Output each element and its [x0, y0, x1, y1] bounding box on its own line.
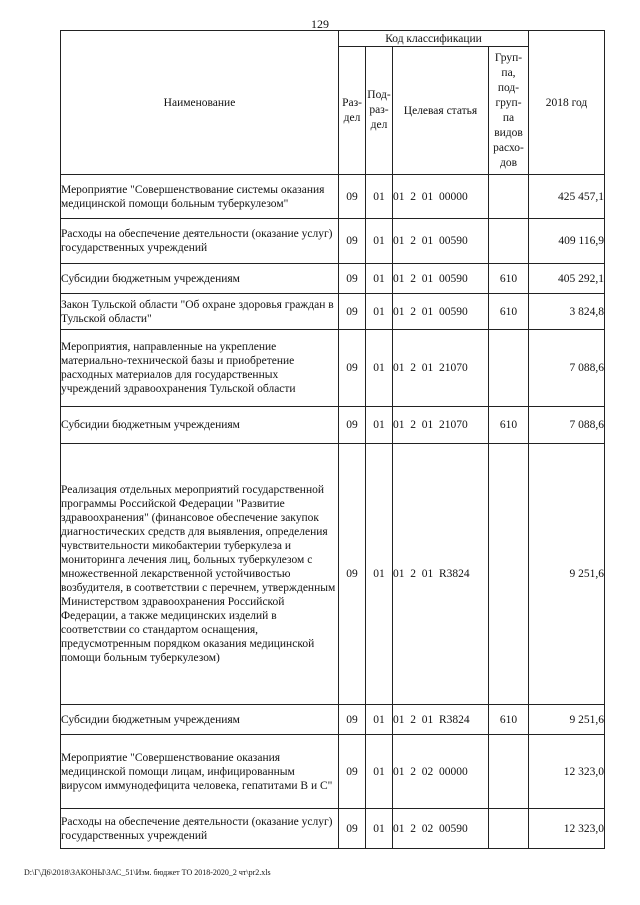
table-row — [61, 294, 605, 330]
row-group — [489, 219, 529, 264]
table-row — [61, 175, 605, 219]
row-razdel: 09 — [339, 705, 366, 735]
row-name: Закон Тульской области "Об охране здоровья граждан в Тульской области" — [61, 294, 339, 330]
row-group — [489, 330, 529, 407]
row-name: Субсидии бюджетным учреждениям — [61, 705, 339, 735]
row-name: Расходы на обеспечение деятельности (оказание услуг) государственных учреждений — [61, 809, 339, 849]
row-amount: 12 323,0 — [529, 809, 605, 849]
row-podrazdel: 01 — [366, 809, 393, 849]
table-row — [61, 330, 605, 407]
row-name: Мероприятие "Совершенствование системы оказания медицинской помощи больным туберкулезом" — [61, 175, 339, 219]
table-row — [61, 735, 605, 809]
row-target: 01 2 01 00000 — [393, 175, 489, 219]
row-razdel: 09 — [339, 294, 366, 330]
row-target: 01 2 01 R3824 — [393, 705, 489, 735]
row-podrazdel: 01 — [366, 175, 393, 219]
header-target: Целевая статья — [393, 47, 489, 175]
row-group: 610 — [489, 407, 529, 444]
header-podrazdel — [366, 47, 393, 175]
row-razdel: 09 — [339, 330, 366, 407]
table-row — [61, 219, 605, 264]
row-razdel: 09 — [339, 735, 366, 809]
row-amount: 425 457,1 — [529, 175, 605, 219]
table-row — [61, 705, 605, 735]
header-year: 2018 год — [529, 31, 605, 175]
table-row — [61, 809, 605, 849]
table-row — [61, 264, 605, 294]
header-group-line: расхо- — [493, 141, 524, 154]
row-name: Расходы на обеспечение деятельности (оказание услуг) государственных учреждений — [61, 219, 339, 264]
row-razdel: 09 — [339, 444, 366, 705]
row-name: Субсидии бюджетным учреждениям — [61, 264, 339, 294]
table-row — [61, 407, 605, 444]
header-group-line: видов — [494, 126, 523, 139]
header-razdel — [339, 47, 366, 175]
header-code: Код классификации — [339, 31, 529, 47]
row-group — [489, 809, 529, 849]
table-header — [61, 31, 605, 175]
row-amount: 9 251,6 — [529, 444, 605, 705]
row-podrazdel: 01 — [366, 407, 393, 444]
row-razdel: 09 — [339, 219, 366, 264]
file-path-footer: D:\Г\Д6\2018\ЗАКОНЫ\ЗАС_51\Изм. бюджет ТО 2018-2020_2 чт\pr2.xls — [24, 868, 271, 877]
header-group — [489, 47, 529, 175]
header-group-line: па, — [501, 66, 516, 79]
header-group-line: под- — [497, 81, 520, 94]
row-target: 01 2 02 00000 — [393, 735, 489, 809]
row-target: 01 2 01 00590 — [393, 219, 489, 264]
row-group — [489, 175, 529, 219]
row-target: 01 2 01 21070 — [393, 407, 489, 444]
header-group-line: па — [502, 111, 515, 124]
header-group-line: груп- — [495, 96, 522, 109]
row-podrazdel: 01 — [366, 264, 393, 294]
row-podrazdel: 01 — [366, 735, 393, 809]
row-razdel: 09 — [339, 175, 366, 219]
row-group: 610 — [489, 705, 529, 735]
row-name: Мероприятия, направленные на укрепление материально-технической базы и приобретение расходных материалов для государственных учреждений здравоохранения Тульской области — [61, 330, 339, 407]
row-amount: 9 251,6 — [529, 705, 605, 735]
header-name: Наименование — [61, 31, 339, 175]
row-target: 01 2 02 00590 — [393, 809, 489, 849]
row-amount: 405 292,1 — [529, 264, 605, 294]
row-name: Мероприятие "Совершенствование оказания медицинской помощи лицам, инфицированным вирусом иммунодефицита человека, гепатитами В и С" — [61, 735, 339, 809]
row-group: 610 — [489, 294, 529, 330]
row-name: Субсидии бюджетным учреждениям — [61, 407, 339, 444]
row-podrazdel: 01 — [366, 294, 393, 330]
page-number: 129 — [311, 17, 329, 31]
row-name: Реализация отдельных мероприятий государственной программы Российской Федерации "Развитие здравоохранения" (финансовое обеспечение закупок диагностических средств для выявления, определения чувствительности микобактерии туберкулеза и мониторинга лечения лиц, больных туберкулезом с множественной лекарственной устойчивостью возбудителя, в соответствии с перечнем, утвержденным Министерством здравоохранения Российской Федерации, а также медицинских изделий в соответствии со стандартом оснащения, предусмотренным порядком оказания медицинской помощи больным туберкулезом) — [61, 444, 339, 705]
row-target: 01 2 01 00590 — [393, 264, 489, 294]
row-group — [489, 735, 529, 809]
row-razdel: 09 — [339, 809, 366, 849]
header-podrazdel-line: дел — [370, 119, 388, 131]
row-amount: 7 088,6 — [529, 330, 605, 407]
row-podrazdel: 01 — [366, 705, 393, 735]
row-target: 01 2 01 21070 — [393, 330, 489, 407]
table-body — [61, 175, 605, 849]
row-amount: 12 323,0 — [529, 735, 605, 809]
row-podrazdel: 01 — [366, 444, 393, 705]
row-amount: 3 824,8 — [529, 294, 605, 330]
row-target: 01 2 01 00590 — [393, 294, 489, 330]
header-group-line: Груп- — [494, 51, 523, 64]
header-razdel-line: дел — [343, 111, 361, 124]
header-group-line: дов — [499, 156, 518, 169]
header-podrazdel-line: раз- — [369, 104, 389, 116]
row-target: 01 2 01 R3824 — [393, 444, 489, 705]
row-group — [489, 444, 529, 705]
row-podrazdel: 01 — [366, 219, 393, 264]
row-razdel: 09 — [339, 264, 366, 294]
row-amount: 409 116,9 — [529, 219, 605, 264]
row-group: 610 — [489, 264, 529, 294]
budget-table — [60, 30, 605, 849]
header-razdel-line: Раз- — [342, 96, 362, 109]
table-row — [61, 444, 605, 705]
row-amount: 7 088,6 — [529, 407, 605, 444]
row-podrazdel: 01 — [366, 330, 393, 407]
header-podrazdel-line: Под- — [367, 89, 391, 101]
row-razdel: 09 — [339, 407, 366, 444]
